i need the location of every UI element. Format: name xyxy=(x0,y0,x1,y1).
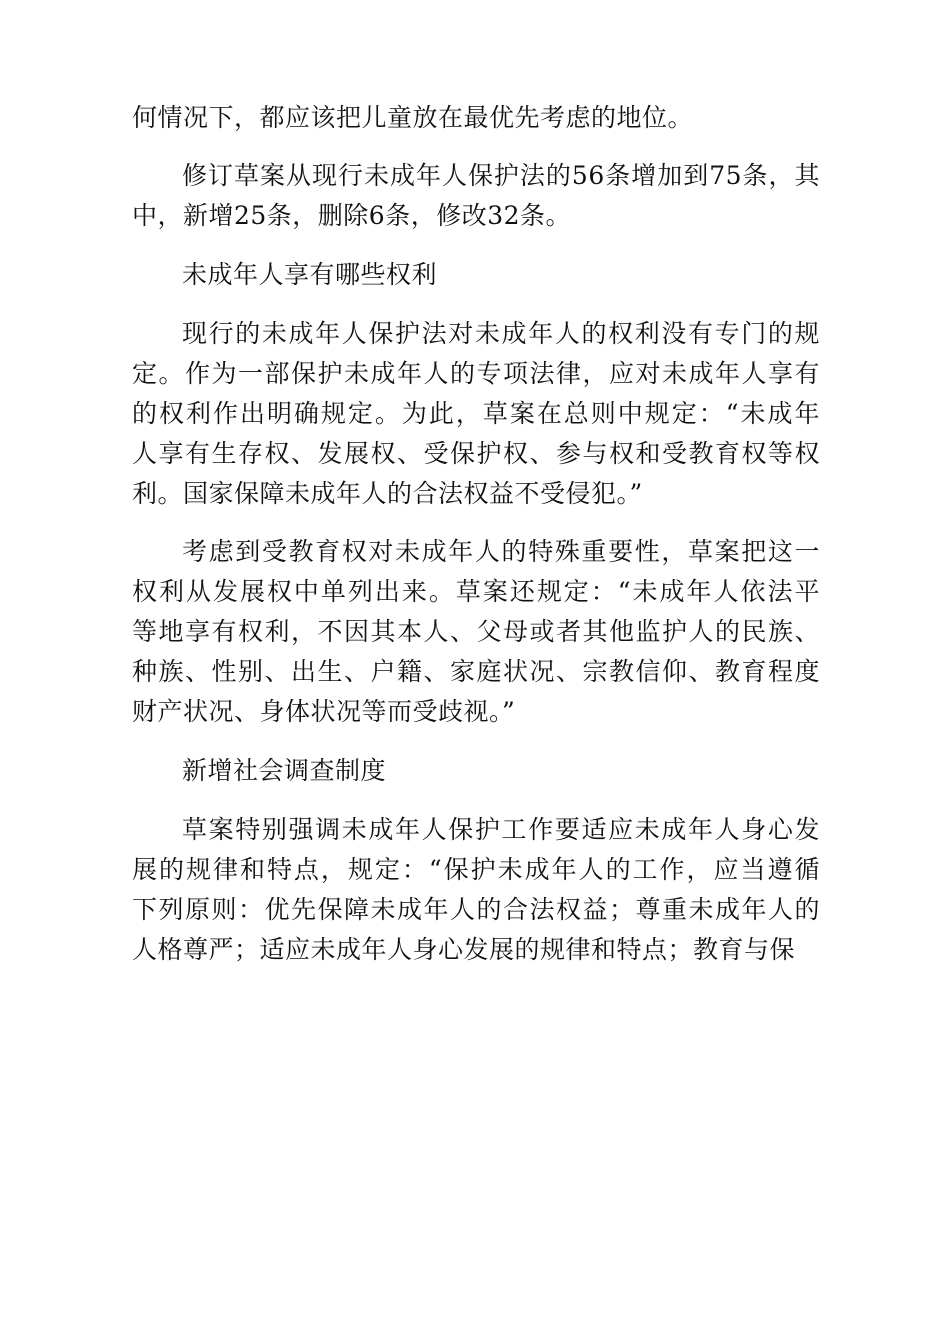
paragraph-line: 利。国家保障未成年人的合法权益不受侵犯。” xyxy=(132,479,643,508)
paragraph-line: 草案特别强调未成年人保护工作要适应未成年人身心发 xyxy=(182,815,820,844)
paragraph-line: 人格尊严；适应未成年人身心发展的规律和特点；教育与保 xyxy=(132,935,796,964)
paragraph-line: 考虑到受教育权对未成年人的特殊重要性，草案把这一 xyxy=(182,537,820,566)
paragraph-line: 展的规律和特点，规定：“保护未成年人的工作，应当遵循 xyxy=(132,855,820,884)
paragraph-continuation-line: 何情况下，都应该把儿童放在最优先考虑的地位。 xyxy=(132,103,694,132)
paragraph-line: 种族、性别、出生、户籍、家庭状况、宗教信仰、教育程度 xyxy=(132,657,820,686)
paragraph-line: 现行的未成年人保护法对未成年人的权利没有专门的规 xyxy=(182,319,820,348)
paragraph-line: 的权利作出明确规定。为此，草案在总则中规定：“未成年 xyxy=(132,399,820,428)
paragraph-line: 等地享有权利，不因其本人、父母或者其他监护人的民族、 xyxy=(132,617,820,646)
paragraph-line: 人享有生存权、发展权、受保护权、参与权和受教育权等权 xyxy=(132,439,820,468)
section-heading-social-investigation: 新增社会调查制度 xyxy=(182,756,387,785)
paragraph-principles xyxy=(132,810,820,970)
paragraph-rights xyxy=(132,314,820,514)
paragraph-line: 修订草案从现行未成年人保护法的56条增加到75条，其 xyxy=(182,161,820,190)
section-heading-rights: 未成年人享有哪些权利 xyxy=(182,260,438,289)
paragraph-line: 财产状况、身体状况等而受歧视。” xyxy=(132,697,516,726)
paragraph-line: 下列原则：优先保障未成年人的合法权益；尊重未成年人的 xyxy=(132,895,820,924)
document-page xyxy=(132,98,820,970)
paragraph-line: 权利从发展权中单列出来。草案还规定：“未成年人依法平 xyxy=(132,577,820,606)
paragraph-line: 中，新增25条，删除6条，修改32条。 xyxy=(132,201,572,230)
paragraph-education-right xyxy=(132,532,820,732)
paragraph-amendment-stats xyxy=(132,156,820,236)
paragraph-line: 定。作为一部保护未成年人的专项法律，应对未成年人享有 xyxy=(132,359,820,388)
